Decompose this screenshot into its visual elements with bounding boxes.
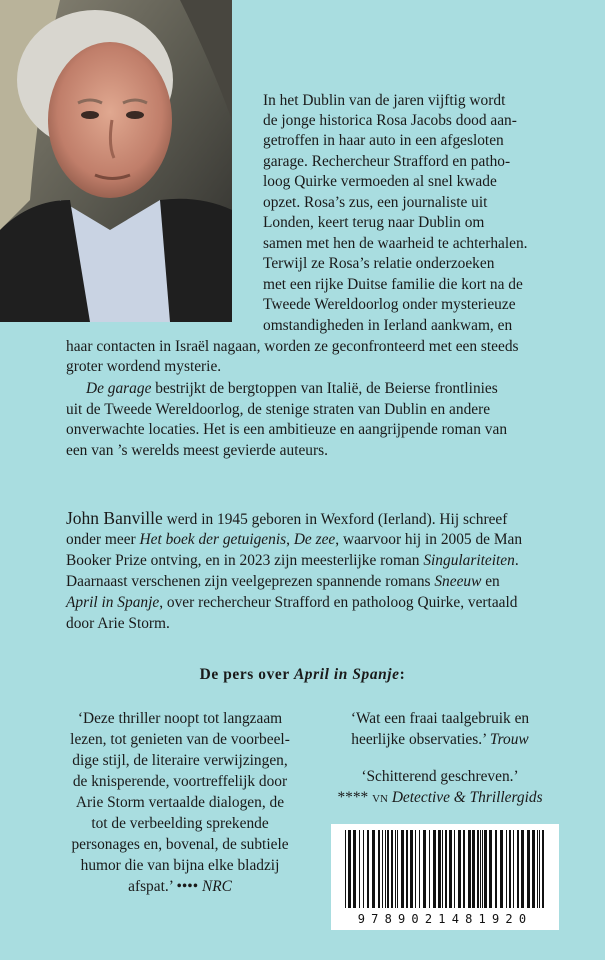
barcode-bar [482, 830, 483, 908]
barcode-bar [410, 830, 413, 908]
blurb-line: een van ’s werelds meest gevierde auteurs. [66, 442, 328, 459]
barcode-bar [391, 830, 393, 908]
bio-line: Booker Prize ontving, en in 2023 zijn meesterlijke roman Singulariteiten. [66, 552, 519, 569]
bio-line: Daarnaast verschenen zijn veelgeprezen spannende romans Sneeuw en [66, 573, 500, 590]
quote-line: Arie Storm vertaalde dialogen, de [75, 794, 285, 811]
author-name: John Banville [66, 508, 163, 528]
barcode-bar [445, 830, 447, 908]
barcode-bar [387, 830, 389, 908]
barcode-bar [463, 830, 465, 908]
barcode-bar [454, 830, 455, 908]
quote-line: lezen, tot genieten van de voorbeel- [70, 731, 290, 748]
barcode-bar [532, 830, 535, 908]
blurb-line: onverwachte locaties. Het is een ambitieuze en aangrijpende roman van [66, 421, 508, 438]
quote-source: NRC [201, 878, 232, 895]
barcode-bar [433, 830, 436, 908]
barcode-bar [442, 830, 443, 908]
blurb-line: getroffen in haar auto in een afgesloten [263, 132, 504, 149]
barcode-bar [359, 830, 360, 908]
barcode-bar [395, 830, 396, 908]
press-heading: De pers over April in Spanje: [199, 666, 406, 683]
blurb-line: groter wordend mysterie. [66, 358, 222, 375]
barcode-bar [484, 830, 487, 908]
quote-line: **** VN Detective & Thrillergids [337, 789, 543, 806]
barcode-bar [401, 830, 404, 908]
barcode-bar [415, 830, 416, 908]
barcode-bar [423, 830, 426, 908]
barcode-bar [345, 830, 346, 908]
book-title: De garage [86, 380, 152, 397]
barcode-bar [438, 830, 441, 908]
quote-line: heerlijke observaties.’ Trouw [351, 731, 529, 748]
barcode-bar [353, 830, 356, 908]
barcode-bar [521, 830, 524, 908]
quote-source: Trouw [489, 731, 529, 748]
barcode-bar [372, 830, 375, 908]
barcode-bar [472, 830, 475, 908]
isbn-digits: 9789021481920 [357, 912, 533, 926]
blurb-line: haar contacten in Israël nagaan, worden ze geconfronteerd met een steeds [66, 338, 519, 355]
barcode-bar [527, 830, 530, 908]
barcode-bar [458, 830, 461, 908]
barcode-bar [385, 830, 386, 908]
barcode-bar [517, 830, 519, 908]
barcode-bar [348, 830, 351, 908]
barcode-bar [489, 830, 492, 908]
quote-line: personages en, bovenal, de subtiele [71, 836, 289, 853]
quote-line: tot de verbeelding sprekende [91, 815, 269, 832]
bio-line: door Arie Storm. [66, 615, 170, 632]
quote-line: humor die van bijna elke bladzij [80, 857, 280, 874]
barcode-bar [513, 830, 514, 908]
barcode-bar [378, 830, 380, 908]
bio-line: onder meer Het boek der getuigenis, De zee, waarvoor hij in 2005 de Man [66, 531, 523, 548]
blurb-line: Londen, keert terug naar Dublin om [263, 214, 485, 231]
barcode-bar [509, 830, 511, 908]
barcode-bar [363, 830, 364, 908]
barcode-bar [506, 830, 507, 908]
blurb-line: garage. Rechercheur Strafford en patho- [263, 153, 511, 170]
author-photo [0, 0, 232, 322]
bio-line: April in Spanje, over rechercheur Strafford en patholoog Quirke, vertaald [66, 594, 518, 611]
blurb-line: uit de Tweede Wereldoorlog, de stenige straten van Dublin en andere [66, 401, 491, 418]
isbn-barcode [331, 824, 559, 930]
barcode-bar [500, 830, 503, 908]
quote-line: dige stijl, de literaire verwijzingen, [72, 752, 288, 769]
blurb-line: loog Quirke vermoeden al snel kwade [263, 173, 497, 190]
barcode-bar [468, 830, 471, 908]
quote-line: ‘Deze thriller noopt tot langzaam [77, 710, 283, 727]
barcode-bar [406, 830, 408, 908]
barcode-bar [449, 830, 452, 908]
quote-source: Detective & Thrillergids [387, 789, 543, 806]
barcode-bar [542, 830, 544, 908]
barcode-bar [495, 830, 497, 908]
barcode-bar [367, 830, 369, 908]
barcode-bar [397, 830, 398, 908]
blurb-line: samen met hen de waarheid te achterhalen. [263, 235, 528, 252]
blurb-line: de jonge historica Rosa Jacobs dood aan- [263, 112, 517, 129]
blurb-line: opzet. Rosa’s zus, een journaliste uit [263, 194, 488, 211]
quote-line: afspat.’ •••• NRC [128, 878, 232, 895]
barcode-bar [480, 830, 481, 908]
bio-line: John Banville werd in 1945 geboren in Wexford (Ierland). Hij schreef [66, 508, 508, 528]
quote-line: ‘Wat een fraai taalgebruik en [350, 710, 530, 727]
barcode-bar [477, 830, 479, 908]
blurb-p2-first: De garage bestrijkt de bergtoppen van Italië, de Beierse frontlinies [86, 380, 498, 397]
quote-line: de knisperende, voortreffelijk door [72, 773, 288, 790]
blurb-line: omstandigheden in Ierland aankwam, en [263, 317, 513, 334]
blurb-line: In het Dublin van de jaren vijftig wordt [263, 92, 506, 109]
barcode-bar [537, 830, 538, 908]
barcode-bar [429, 830, 430, 908]
barcode-bar [539, 830, 540, 908]
blurb-line: Tweede Wereldoorlog onder mysterieuze [263, 296, 516, 313]
blurb-line: met een rijke Duitse familie die kort na de [263, 276, 523, 293]
quote-line: ‘Schitterend geschreven.’ [361, 768, 519, 785]
barcode-bar [382, 830, 383, 908]
blurb-line: Terwijl ze Rosa’s relatie onderzoeken [263, 255, 495, 272]
barcode-bar [419, 830, 420, 908]
